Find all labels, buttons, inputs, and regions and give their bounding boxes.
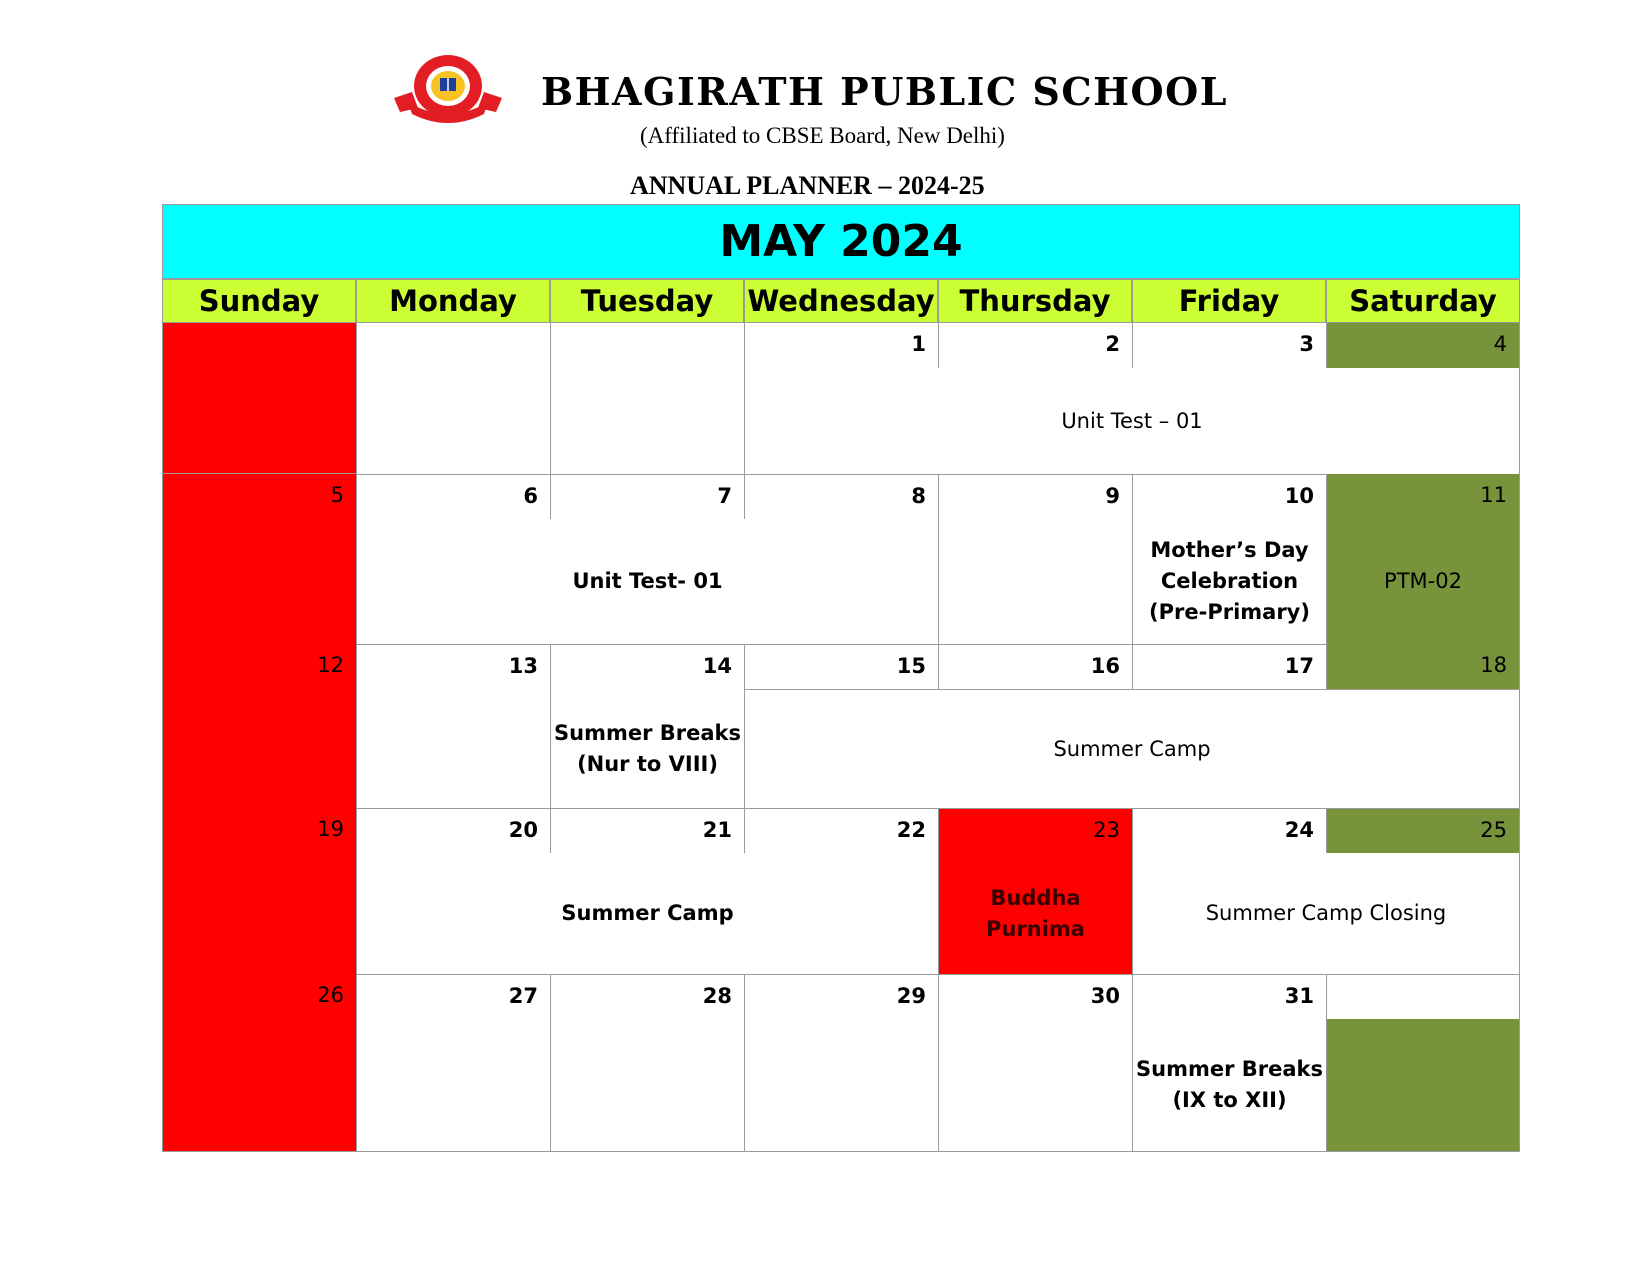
event-ptm: PTM-02 (1326, 519, 1520, 644)
date-number: 21 (550, 808, 744, 853)
date-number: 29 (744, 974, 938, 1152)
date-number: 14 (550, 644, 744, 689)
event-mothers-day: Mother’s Day Celebration (Pre-Primary) (1132, 519, 1326, 644)
planner-title: ANNUAL PLANNER – 2024-25 (630, 171, 985, 200)
event-summer-breaks: Summer Breaks (IX to XII) (1132, 1019, 1326, 1152)
event-summer-camp: Summer Camp (356, 853, 938, 974)
date-number: 3 (1132, 323, 1326, 368)
school-name: BHAGIRATH PUBLIC SCHOOL (541, 69, 1228, 114)
school-logo (392, 52, 504, 124)
date-number: 28 (550, 974, 744, 1152)
date-number: 22 (744, 808, 938, 853)
date-number: 2 (938, 323, 1132, 368)
date-number-saturday: 4 (1326, 323, 1520, 368)
event-summer-camp-closing: Summer Camp Closing (1132, 853, 1520, 974)
date-number: 20 (356, 808, 550, 853)
date-number: 8 (744, 474, 938, 519)
event-unit-test: Unit Test – 01 (744, 368, 1520, 474)
date-number-sunday: 5 (162, 474, 356, 644)
date-number-saturday: 25 (1326, 808, 1520, 853)
date-number: 13 (356, 644, 550, 689)
date-number-sunday: 26 (162, 974, 356, 1152)
event-summer-camp: Summer Camp (744, 689, 1520, 808)
weekday-header-saturday: Saturday (1326, 279, 1520, 323)
date-number: 27 (356, 974, 550, 1152)
event-unit-test: Unit Test- 01 (356, 519, 938, 644)
weekday-header-wednesday: Wednesday (744, 279, 938, 323)
day-cell (356, 689, 550, 808)
date-number: 17 (1132, 644, 1326, 689)
date-number-holiday: 23 (938, 808, 1132, 853)
date-number: 10 (1132, 474, 1326, 519)
weekday-header-tuesday: Tuesday (550, 279, 744, 323)
day-cell (1326, 974, 1520, 1019)
affiliation-text: (Affiliated to CBSE Board, New Delhi) (640, 123, 1005, 148)
event-buddha-purnima: Buddha Purnima (938, 853, 1132, 974)
date-number-saturday: 11 (1326, 474, 1520, 519)
weekday-header-friday: Friday (1132, 279, 1326, 323)
weekday-header-monday: Monday (356, 279, 550, 323)
event-summer-breaks: Summer Breaks (Nur to VIII) (550, 689, 744, 808)
month-title: MAY 2024 (162, 204, 1520, 279)
date-number-sunday: 19 (162, 808, 356, 974)
date-number: 9 (938, 474, 1132, 519)
day-cell (938, 519, 1132, 644)
date-number-sunday: 12 (162, 644, 356, 808)
date-number-saturday: 18 (1326, 644, 1520, 689)
calendar-grid (162, 204, 1520, 1152)
day-cell (550, 323, 744, 474)
date-number: 16 (938, 644, 1132, 689)
sunday-holiday-block (162, 323, 356, 474)
weekday-header-sunday: Sunday (162, 279, 356, 323)
date-number: 6 (356, 474, 550, 519)
saturday-holiday-block (1326, 1019, 1520, 1152)
date-number: 1 (744, 323, 938, 368)
date-number: 7 (550, 474, 744, 519)
date-number: 31 (1132, 974, 1326, 1019)
date-number: 30 (938, 974, 1132, 1152)
date-number: 24 (1132, 808, 1326, 853)
weekday-header-thursday: Thursday (938, 279, 1132, 323)
day-cell (356, 323, 550, 474)
date-number: 15 (744, 644, 938, 689)
